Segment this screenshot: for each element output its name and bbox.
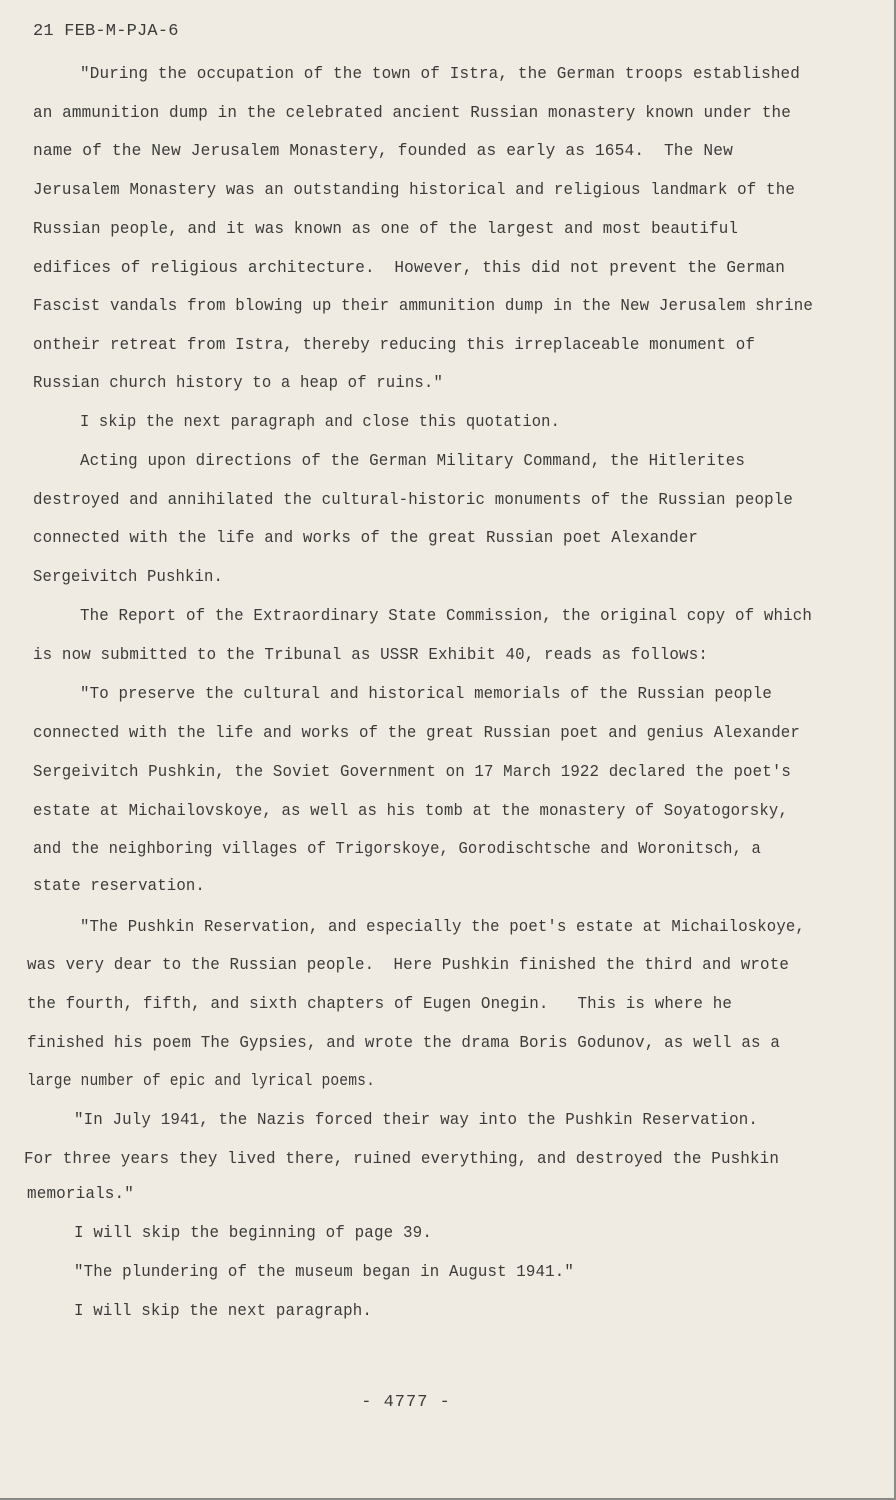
text-line: I will skip the beginning of page 39.: [74, 1223, 433, 1242]
text-line: I skip the next paragraph and close this quotation.: [80, 412, 560, 431]
text-line: ontheir retreat from Istra, thereby reducing this irreplaceable monument of: [33, 335, 755, 354]
text-line: connected with the life and works of the great Russian poet and genius Alexander: [33, 723, 800, 742]
text-line: Jerusalem Monastery was an outstanding historical and religious landmark of the: [33, 180, 795, 199]
text-line: memorials.": [27, 1184, 134, 1203]
text-line: edifices of religious architecture. However, this did not prevent the German: [33, 258, 786, 277]
text-line: Fascist vandals from blowing up their ammunition dump in the New Jerusalem shrine: [33, 296, 813, 315]
text-line: I will skip the next paragraph.: [74, 1301, 372, 1320]
page-header: 21 FEB-M-PJA-6: [33, 22, 179, 41]
text-line: Sergeivitch Pushkin, the Soviet Government on 17 March 1922 declared the poet's: [33, 762, 792, 781]
text-line: name of the New Jerusalem Monastery, founded as early as 1654. The New: [33, 141, 733, 160]
text-line: and the neighboring villages of Trigorskoye, Gorodischtsche and Woronitsch, a: [33, 839, 762, 858]
text-line: "During the occupation of the town of Istra, the German troops established: [80, 64, 801, 83]
page-number: - 4777 -: [361, 1393, 451, 1412]
text-line: state reservation.: [33, 876, 205, 895]
text-line: Sergeivitch Pushkin.: [33, 567, 224, 586]
text-line: was very dear to the Russian people. Here Pushkin finished the third and wrote: [27, 955, 789, 974]
text-line: destroyed and annihilated the cultural-historic monuments of the Russian people: [33, 490, 794, 509]
text-line: "The Pushkin Reservation, and especially the poet's estate at Michailoskoye,: [80, 917, 805, 936]
text-line: The Report of the Extraordinary State Commission, the original copy of which: [80, 606, 813, 625]
text-line: an ammunition dump in the celebrated ancient Russian monastery known under the: [33, 103, 792, 122]
text-line: is now submitted to the Tribunal as USSR Exhibit 40, reads as follows:: [33, 645, 708, 664]
text-line: "The plundering of the museum began in August 1941.": [74, 1262, 575, 1281]
text-line: estate at Michailovskoye, as well as his tomb at the monastery of Soyatogorsky,: [33, 801, 789, 820]
text-line: "To preserve the cultural and historical memorials of the Russian people: [80, 684, 773, 703]
text-line: finished his poem The Gypsies, and wrote the drama Boris Godunov, as well as a: [27, 1033, 780, 1052]
text-line: large number of epic and lyrical poems.: [27, 1071, 375, 1090]
text-line: Russian people, and it was known as one of the largest and most beautiful: [33, 219, 739, 238]
text-line: "In July 1941, the Nazis forced their way into the Pushkin Reservation.: [74, 1110, 758, 1129]
text-line: connected with the life and works of the great Russian poet Alexander: [33, 528, 698, 547]
text-line: the fourth, fifth, and sixth chapters of Eugen Onegin. This is where he: [27, 994, 733, 1013]
text-line: Acting upon directions of the German Military Command, the Hitlerites: [80, 451, 745, 470]
text-line: For three years they lived there, ruined everything, and destroyed the Pushkin: [24, 1149, 780, 1168]
text-line: Russian church history to a heap of ruins.": [33, 373, 444, 392]
